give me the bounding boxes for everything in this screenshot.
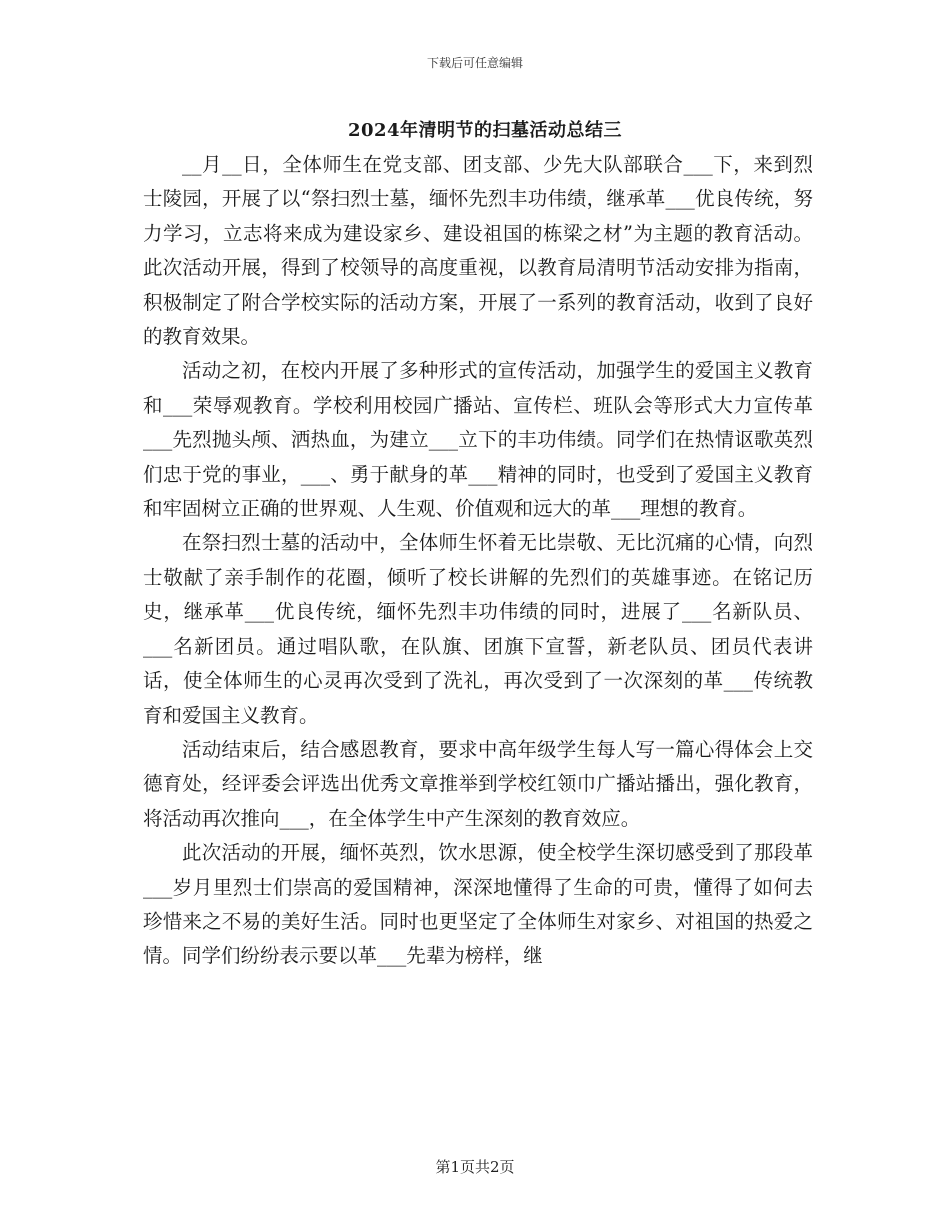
paragraph-3: 在祭扫烈士墓的活动中，全体师生怀着无比崇敬、无比沉痛的心情，向烈士敬献了亲手制作的花圈，倾听了校长讲解的先烈们的英雄事迹。在铭记历史，继承革___优良传统，缅怀先烈丰功伟绩的同时，进展了___名新队员、___名新团员。通过唱队歌，在队旗、团旗下宣誓，新老队员、团员代表讲话，使全体师生的心灵再次受到了洗礼，再次受到了一次深刻的革___传统教育和爱国主义教育。 [143, 531, 813, 727]
download-editable-note: 下载后可任意编辑 [426, 56, 523, 70]
document-body [143, 148, 813, 974]
paragraph-1: __月__日，全体师生在党支部、团支部、少先大队部联合___下，来到烈士陵园，开展了以“祭扫烈士墓，缅怀先烈丰功伟绩，继承革___优良传统，努力学习，立志将来成为建设家乡、建设祖国的栋梁之材”为主题的教育活动。此次活动开展，得到了校领导的高度重视，以教育局清明节活动安排为指南，积极制定了附合学校实际的活动方案，开展了一系列的教育活动，收到了良好的教育效果。 [143, 153, 813, 349]
paragraph-5: 此次活动的开展，缅怀英烈，饮水思源，使全校学生深切感受到了那段革___岁月里烈士们崇高的爱国精神，深深地懂得了生命的可贵，懂得了如何去珍惜来之不易的美好生活。同时也更坚定了全体师生对家乡、对祖国的热爱之情。同学们纷纷表示要以革___先辈为榜样，继 [143, 841, 813, 968]
document-title: 2024年清明节的扫墓活动总结三 [347, 120, 623, 141]
page-number: 第1页共2页 [435, 1158, 515, 1176]
paragraph-4: 活动结束后，结合感恩教育，要求中高年级学生每人写一篇心得体会上交德育处，经评委会评选出优秀文章推举到学校红领巾广播站播出，强化教育，将活动再次推向___，在全体学生中产生深刻的教育效应。 [143, 737, 813, 830]
paragraph-2: 活动之初，在校内开展了多种形式的宣传活动，加强学生的爱国主义教育和___荣辱观教育。学校利用校园广播站、宣传栏、班队会等形式大力宣传革___先烈抛头颅、洒热血，为建立___立下的丰功伟绩。同学们在热情讴歌英烈们忠于党的事业，___、勇于献身的革___精神的同时，也受到了爱国主义教育和牢固树立正确的世界观、人生观、价值观和远大的革___理想的教育。 [143, 359, 813, 521]
